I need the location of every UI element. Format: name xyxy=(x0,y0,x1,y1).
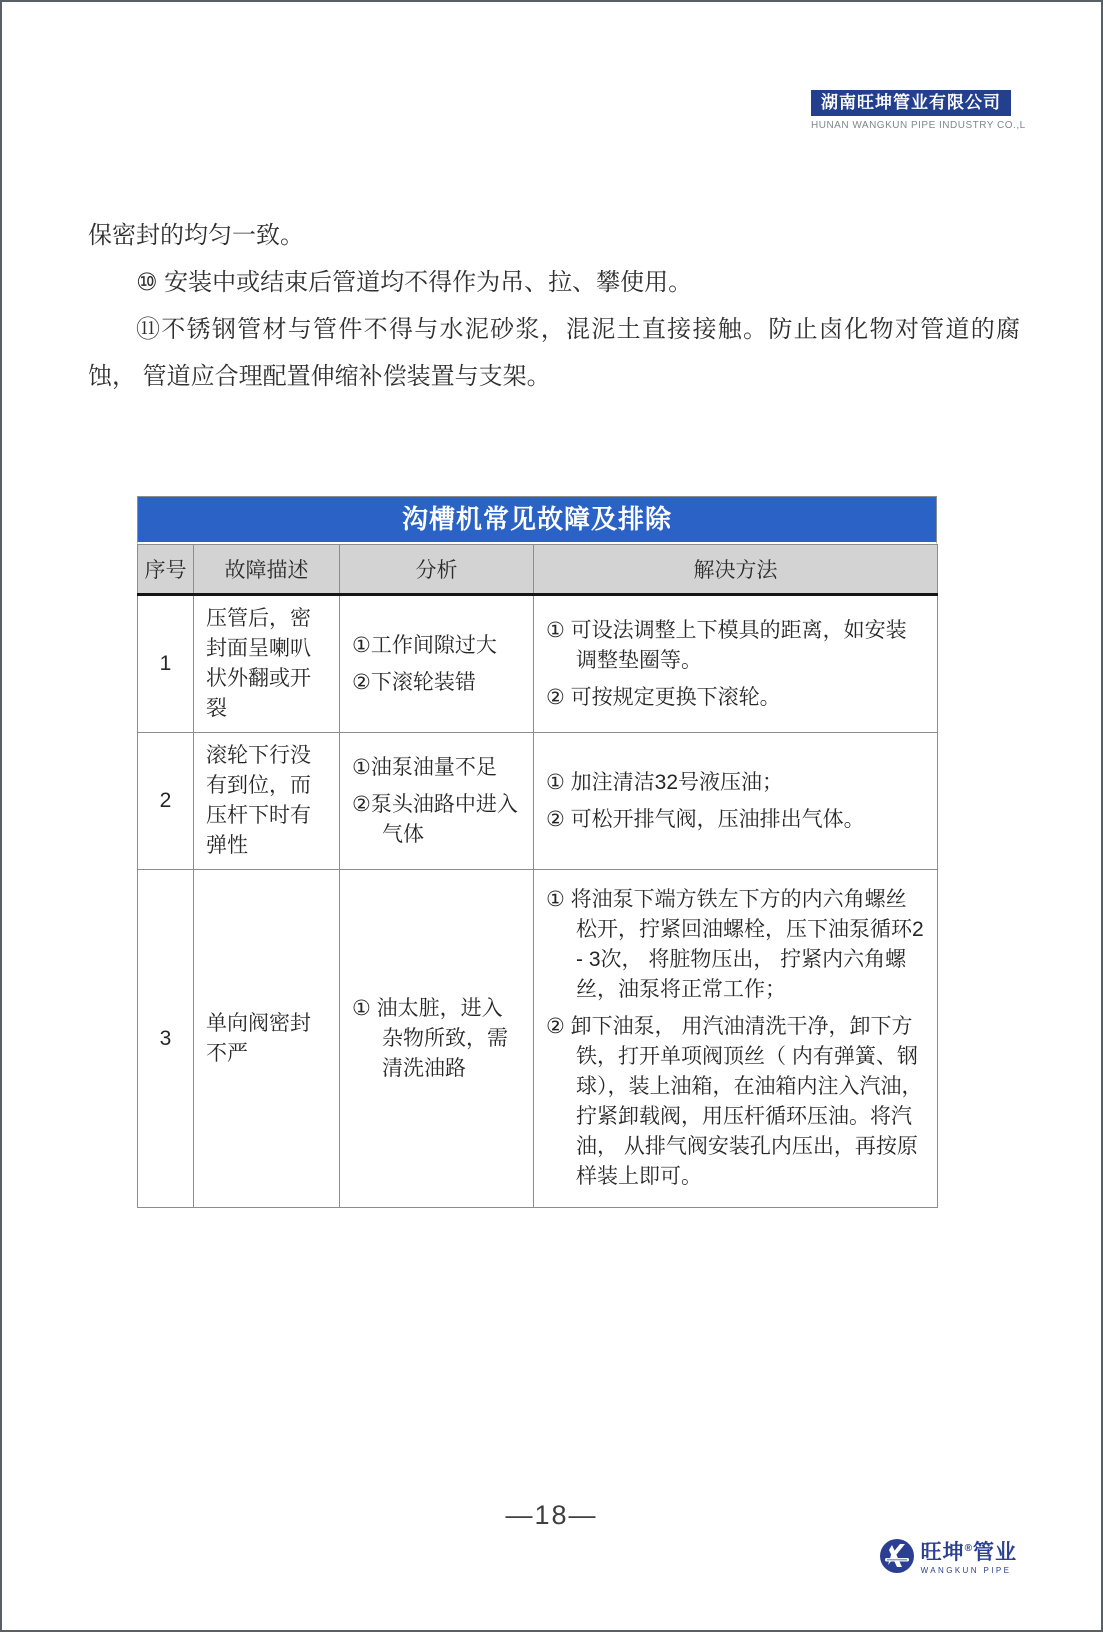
analysis-cell xyxy=(340,733,534,870)
analysis-item: ②泵头油路中进入气体 xyxy=(352,792,518,846)
company-logo xyxy=(878,1537,1017,1580)
table-row xyxy=(138,595,938,733)
solution-item: ① 将油泵下端方铁左下方的内六角螺丝松开，拧紧回油螺栓，压下油泵循环2 - 3次， 将脏物压出， 拧紧内六角螺丝，油泵将正常工作； xyxy=(546,888,924,1001)
logo-text-zh-part1: 旺坤 xyxy=(920,1541,965,1564)
company-name-zh: 湖南旺坤管业有限公司 xyxy=(811,90,1011,116)
solution-item: ② 可松开排气阀，压油排出气体。 xyxy=(546,807,865,831)
body-paragraphs xyxy=(88,212,1020,400)
solution-cell xyxy=(534,595,938,733)
solution-item: ② 卸下油泵， 用汽油清洗干净，卸下方铁，打开单项阀顶丝（ 内有弹簧、钢球），装上油箱，在油箱内注入汽油，拧紧卸载阀，用压杆循环压油。将汽油， 从排气阀安装孔内压出，再按原样装上即可。 xyxy=(546,1015,923,1188)
table-row xyxy=(138,733,938,870)
page-number: —18— xyxy=(505,1500,598,1530)
logo-circle-icon xyxy=(878,1537,916,1580)
table-title: 沟槽机常见故障及排除 xyxy=(137,496,937,544)
paragraph-item-11: ⑪不锈钢管材与管件不得与水泥砂浆，混泥土直接接触。防止卤化物对管道的腐蚀， 管道应合理配置伸缩补偿装置与支架。 xyxy=(88,316,1020,390)
paragraph-continuation: 保密封的均匀一致。 xyxy=(88,222,304,249)
paragraph-item-10: ⑩ 安装中或结束后管道均不得作为吊、拉、攀使用。 xyxy=(136,269,693,296)
logo-text-zh-part2: 管业 xyxy=(973,1541,1017,1564)
solution-item: ② 可按规定更换下滚轮。 xyxy=(546,685,781,709)
row-number: 1 xyxy=(138,595,194,733)
fault-description: 滚轮下行没有到位，而压杆下时有弹性 xyxy=(194,733,340,870)
logo-text-zh xyxy=(921,1537,1017,1565)
col-header-solution: 解决方法 xyxy=(534,545,938,595)
solution-item: ① 可设法调整上下模具的距离，如安装调整垫圈等。 xyxy=(546,618,907,672)
solution-cell xyxy=(534,733,938,870)
solution-item: ① 加注清洁32号液压油； xyxy=(546,770,784,794)
col-header-fault: 故障描述 xyxy=(194,545,340,595)
table-header-row xyxy=(138,545,938,595)
solution-cell xyxy=(534,870,938,1208)
analysis-cell xyxy=(340,870,534,1208)
analysis-item: ① 油太脏，进入杂物所致，需清洗油路 xyxy=(352,996,508,1080)
analysis-item: ①油泵油量不足 xyxy=(352,755,497,779)
fault-description: 压管后，密封面呈喇叭状外翻或开裂 xyxy=(194,595,340,733)
fault-table xyxy=(137,544,938,1208)
fault-description: 单向阀密封不严 xyxy=(194,870,340,1208)
registered-trademark-icon: ® xyxy=(964,1543,973,1554)
table-row xyxy=(138,870,938,1208)
analysis-cell xyxy=(340,595,534,733)
company-name-en: HUNAN WANGKUN PIPE INDUSTRY CO.,L xyxy=(811,120,1026,131)
row-number: 3 xyxy=(138,870,194,1208)
fault-table-section xyxy=(137,496,937,1208)
logo-text-en: WANGKUN PIPE xyxy=(920,1566,1012,1575)
row-number: 2 xyxy=(138,733,194,870)
col-header-analysis: 分析 xyxy=(340,545,534,595)
company-badge xyxy=(811,90,1026,131)
analysis-item: ①工作间隙过大 xyxy=(352,633,497,657)
analysis-item: ②下滚轮装错 xyxy=(352,670,476,694)
col-header-no: 序号 xyxy=(138,545,194,595)
